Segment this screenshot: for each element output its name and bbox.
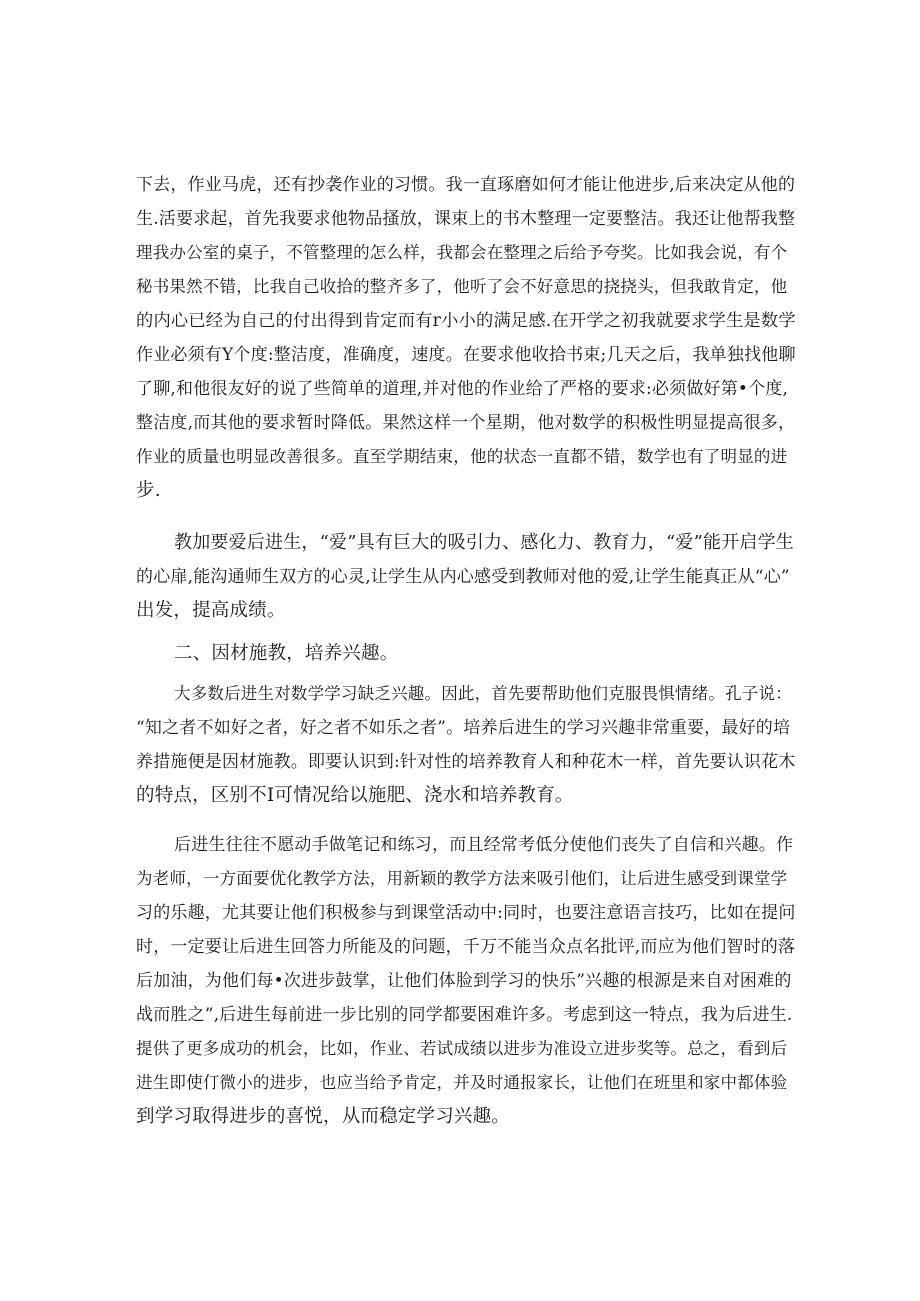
- paragraph-1-line: 了聊,和他很友好的说了些简单的道理,并对他的作业给了严格的要求:必须做好第•个度,: [136, 379, 789, 399]
- paragraph-4-line: 进生即使仃微小的进步，也应当给予肯定，并及时通报家长，让他们在班里和家中都体验: [136, 1073, 788, 1092]
- paragraph-4-line: 提供了更多成功的机会，比如，作业、若试成绩以进步为准设立进步奖等。总之，看到后: [136, 1039, 788, 1058]
- paragraph-2-line: 的心扉,能沟通师生双方的心灵,让学生从内心感受到教师对他的爱,让学生能真正从“心”: [136, 567, 790, 587]
- section-heading: 二、因材施教，培养兴趣。: [174, 643, 399, 664]
- paragraph-4-line: 习的乐趣，尤其要让他们积极参与到课堂活动中:同时，也要注意语言技巧，比如在提问: [136, 903, 796, 923]
- paragraph-3-line: 的特点，区别不I可情况给以施肥、浇水和培养教育。: [136, 785, 574, 806]
- paragraph-3-line: 养措施便是因材施教。即要认识到:针对性的培养教育人和种花木一样，首先要认识花木: [136, 752, 796, 772]
- paragraph-1-line: 作业必须有Y个度:整洁度，准确度，速度。在要求他收拾书束;几天之后，我单独找他聊: [136, 345, 796, 365]
- paragraph-4-line: 后进生往往不愿动手做笔记和练习，而且经常考低分使他们丧失了自信和兴趣。作: [174, 835, 794, 855]
- paragraph-4-line: 战而胜之”,后进生每前进一步比别的同学都要困难许多。考虑到这一特点，我为后进生.: [136, 1005, 793, 1025]
- paragraph-1-line: 整洁度,而其他的要求暂时降低。果然这样一个星期，他对数学的积极性明显提高很多，: [136, 413, 796, 433]
- paragraph-2-line: 出发，提高成绩。: [136, 600, 286, 621]
- paragraph-4-line: 为老师，一方面要优化教学方法，用新颖的教学方法来吸引他们，让后进生感受到课堂学: [136, 869, 788, 888]
- paragraph-3-line: 大多数后进生对数学学习缺乏兴趣。因此，首先要帮助他们克服畏惧情绪。孔子说：: [174, 684, 792, 703]
- paragraph-1-line: 秘书果然不错，比我自己收拾的整齐多了，他听了会不好意思的挠挠头，但我敢肯定，他: [136, 277, 788, 296]
- paragraph-1-line: 步.: [136, 480, 161, 501]
- paragraph-1-line: 的内心已经为自己的付出得到肯定而有r小小的满足感.在开学之初我就要求学生是数学: [136, 311, 796, 331]
- paragraph-4-line: 后加油，为他们每•次进步鼓掌，让他们体脸到学习的快乐”兴趣的根源是来自对困难的: [136, 971, 792, 991]
- paragraph-4-line: 到学习取得进步的喜悦，从而稳定学习兴趣。: [136, 1106, 511, 1127]
- paragraph-2-line: 教加要爱后进生，“爱”具有巨大的吸引力、感化力、教育力，“爱”能开启学生: [174, 532, 795, 553]
- paragraph-4-line: 时，一定要让后进生回答力所能及的问题，千万不能当众点名批评,而应为他们智时的落: [136, 937, 796, 957]
- paragraph-3-line: “知之者不如好之者，好之者不如乐之者”。培养后进生的学习兴趣非常重要，最好的培: [136, 718, 791, 738]
- paragraph-1-line: 下去，作业马虎，还有抄袭作业的习惯。我一直琢磨如何才能让他进步,后来决定从他的: [136, 175, 796, 195]
- paragraph-1-line: 作业的质量也明显改善很多。直至学期结束，他的状态一直都不错，数学也有了明显的进: [136, 447, 788, 466]
- paragraph-1-line: 理我办公室的桌子，不管整理的怎么样，我都会在整理之后给予夸奖。比如我会说，有个: [136, 243, 788, 262]
- paragraph-1-line: 生.活要求起，首先我要求他物品搔放，课束上的书木整理一定要整洁。我还让他帮我整: [136, 209, 796, 229]
